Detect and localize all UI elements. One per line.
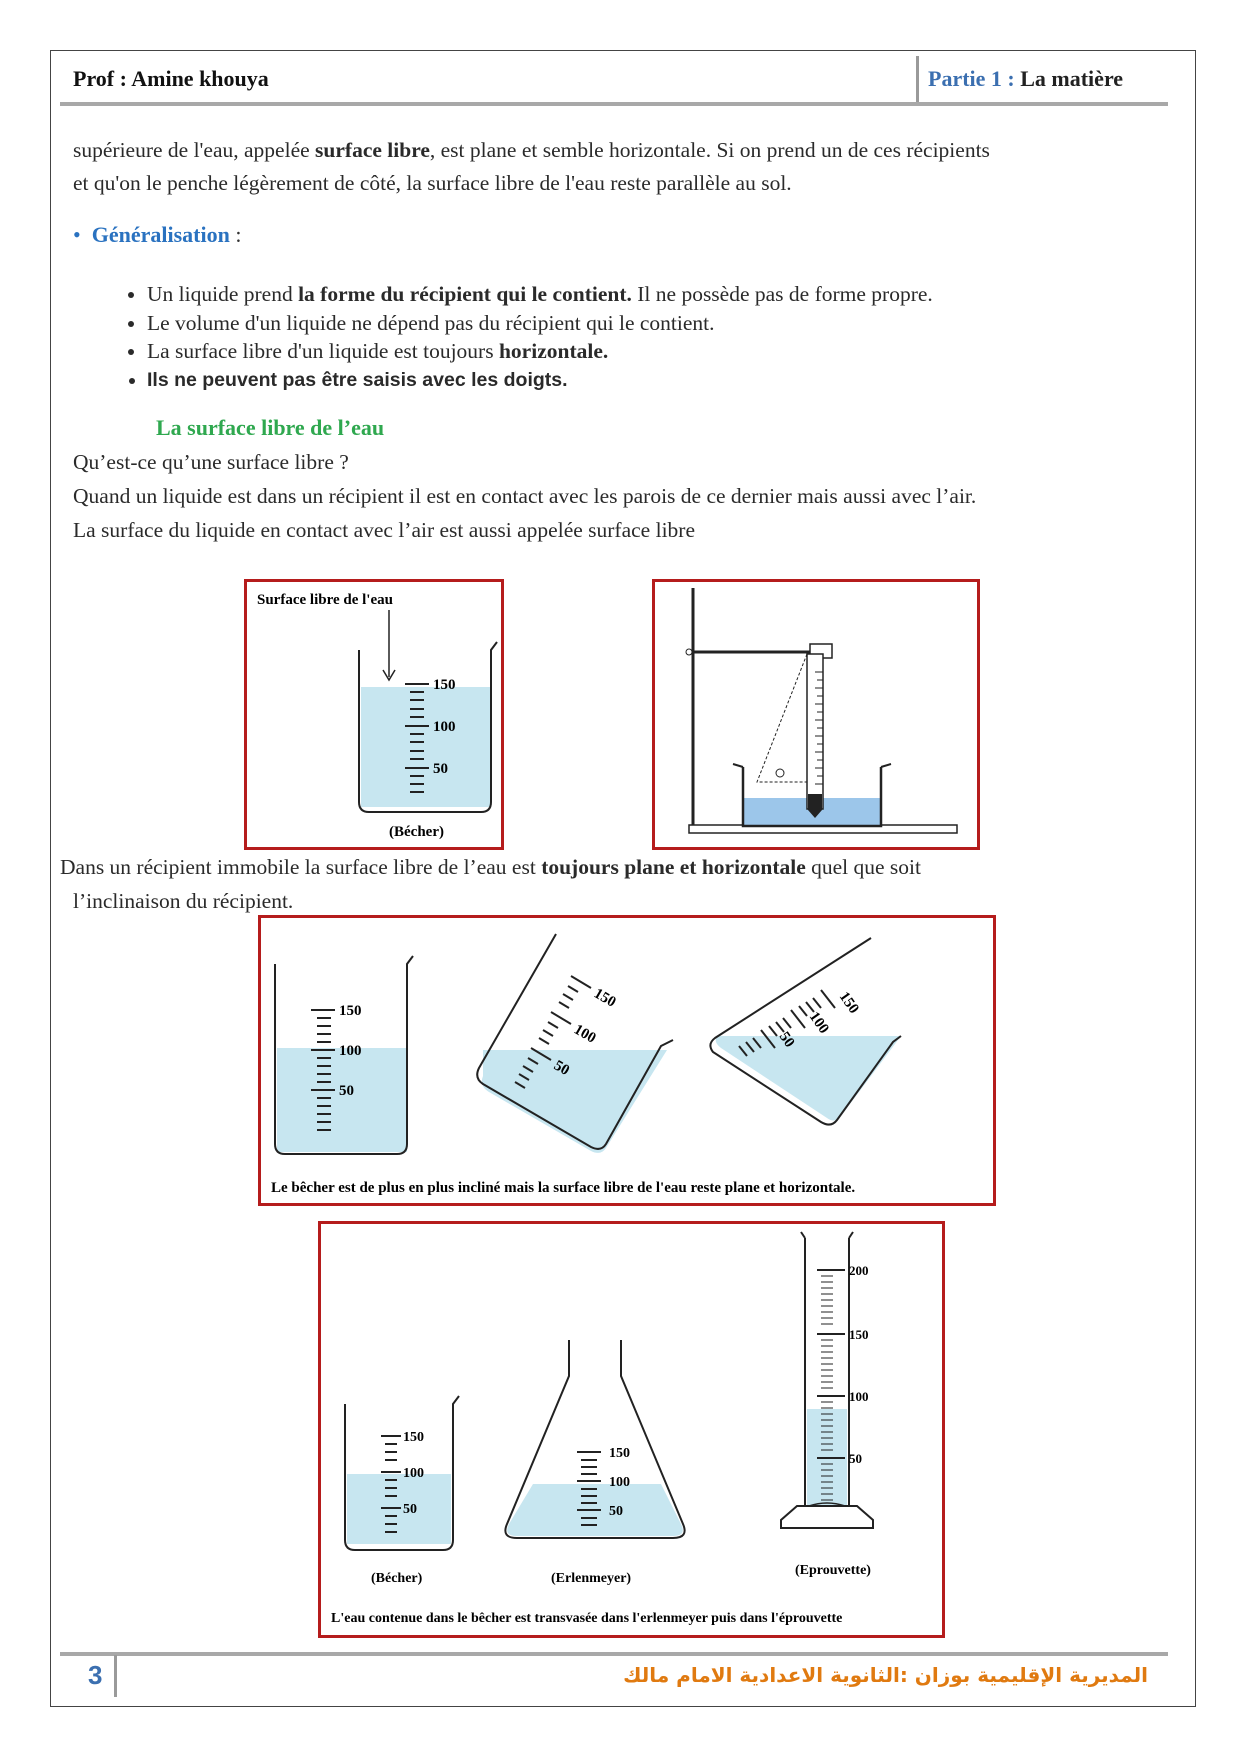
becher-caption: (Bécher) (371, 1571, 423, 1586)
statement-line-2: l’inclinaison du récipient. (73, 889, 294, 913)
tick-label: 100 (571, 1021, 599, 1047)
generalisation-heading: • Généralisation : (73, 222, 242, 247)
section-title: La surface libre de l’eau (156, 415, 385, 440)
intro-line-2: et qu'on le penche légèrement de côté, la surface libre de l'eau reste parallèle au sol. (73, 171, 792, 195)
tick-label: 100 (609, 1475, 630, 1490)
generalisation-list (115, 280, 1147, 394)
header-part-label: Partie 1 : (928, 66, 1015, 91)
tick-label: 50 (339, 1083, 354, 1099)
list-item: • Ils ne peuvent pas être saisis avec les doigts. (147, 366, 1147, 395)
header-author: Prof : Amine khouya (73, 66, 269, 91)
tick-label: 150 (403, 1430, 424, 1445)
answer-line-2: La surface du liquide en contact avec l’air est aussi appelée surface libre (73, 518, 695, 542)
tick-label: 150 (609, 1446, 630, 1461)
list-item: • La surface libre d'un liquide est toujours horizontale. (147, 337, 1147, 366)
figure3-caption: Le bêcher est de plus en plus incliné mais la surface libre de l'eau reste plane et horizontale. (271, 1180, 856, 1196)
tick-label: 150 (835, 989, 862, 1017)
footer-separator (114, 1655, 117, 1697)
becher-caption: (Bécher) (389, 824, 444, 840)
tick-label: 50 (775, 1029, 798, 1051)
list-item: • Le volume d'un liquide ne dépend pas du récipient qui le contient. (147, 309, 1147, 338)
intro-line-1: supérieure de l'eau, appelée surface libre, est plane et semble horizontale. Si on prend un de ces récipients (73, 138, 990, 162)
surface-label: Surface libre de l'eau (257, 592, 393, 608)
header-separator (916, 56, 919, 102)
tick-label: 100 (403, 1466, 424, 1481)
list-item: • Un liquide prend la forme du récipient qui le contient. Il ne possède pas de forme propre. (147, 280, 1147, 309)
containers-drawing (321, 1224, 942, 1635)
footer-school: المديرية الإقليمية بوزان :الثانوية الاعدادية الامام مالك (623, 1663, 1148, 1687)
answer-line-1: Quand un liquide est dans un récipient il est en contact avec les parois de ce dernier mais aussi avec l’air. (73, 484, 977, 508)
figure-stand-box (652, 579, 980, 850)
tick-label: 150 (339, 1003, 362, 1019)
statement-line-1: Dans un récipient immobile la surface libre de l’eau est toujours plane et horizontale quel que soit (60, 855, 921, 879)
tick-label: 100 (805, 1009, 832, 1037)
footer-rule (60, 1652, 1168, 1656)
eprouvette-caption: (Eprouvette) (795, 1563, 871, 1578)
tick-label: 100 (433, 719, 456, 735)
header-rule (60, 102, 1168, 106)
tick-label: 50 (609, 1504, 623, 1519)
header-part-title: La matière (1020, 66, 1124, 91)
tick-label: 100 (339, 1043, 362, 1059)
header-part (928, 66, 1123, 92)
tick-label: 150 (433, 677, 456, 693)
stand-drawing (655, 582, 977, 847)
page-number: 3 (88, 1660, 103, 1690)
figure-tilted-becher-box (258, 915, 996, 1206)
tick-label: 150 (591, 985, 619, 1011)
tick-label: 50 (433, 761, 448, 777)
erlenmeyer-caption: (Erlenmeyer) (551, 1571, 632, 1586)
tick-label: 50 (551, 1057, 572, 1079)
question-text: Qu’est-ce qu’une surface libre ? (73, 450, 349, 474)
figure4-caption: L'eau contenue dans le bêcher est transvasée dans l'erlenmeyer puis dans l'éprouvette (331, 1611, 843, 1626)
tick-label: 50 (849, 1451, 862, 1466)
tilted-becher-drawing (261, 918, 993, 1203)
figure-containers-box (318, 1221, 945, 1638)
tick-label: 100 (849, 1389, 869, 1404)
becher-drawing (247, 582, 501, 847)
tick-label: 50 (403, 1502, 417, 1517)
tick-label: 200 (849, 1263, 869, 1278)
tick-label: 150 (849, 1327, 869, 1342)
figure-becher-box (244, 579, 504, 850)
